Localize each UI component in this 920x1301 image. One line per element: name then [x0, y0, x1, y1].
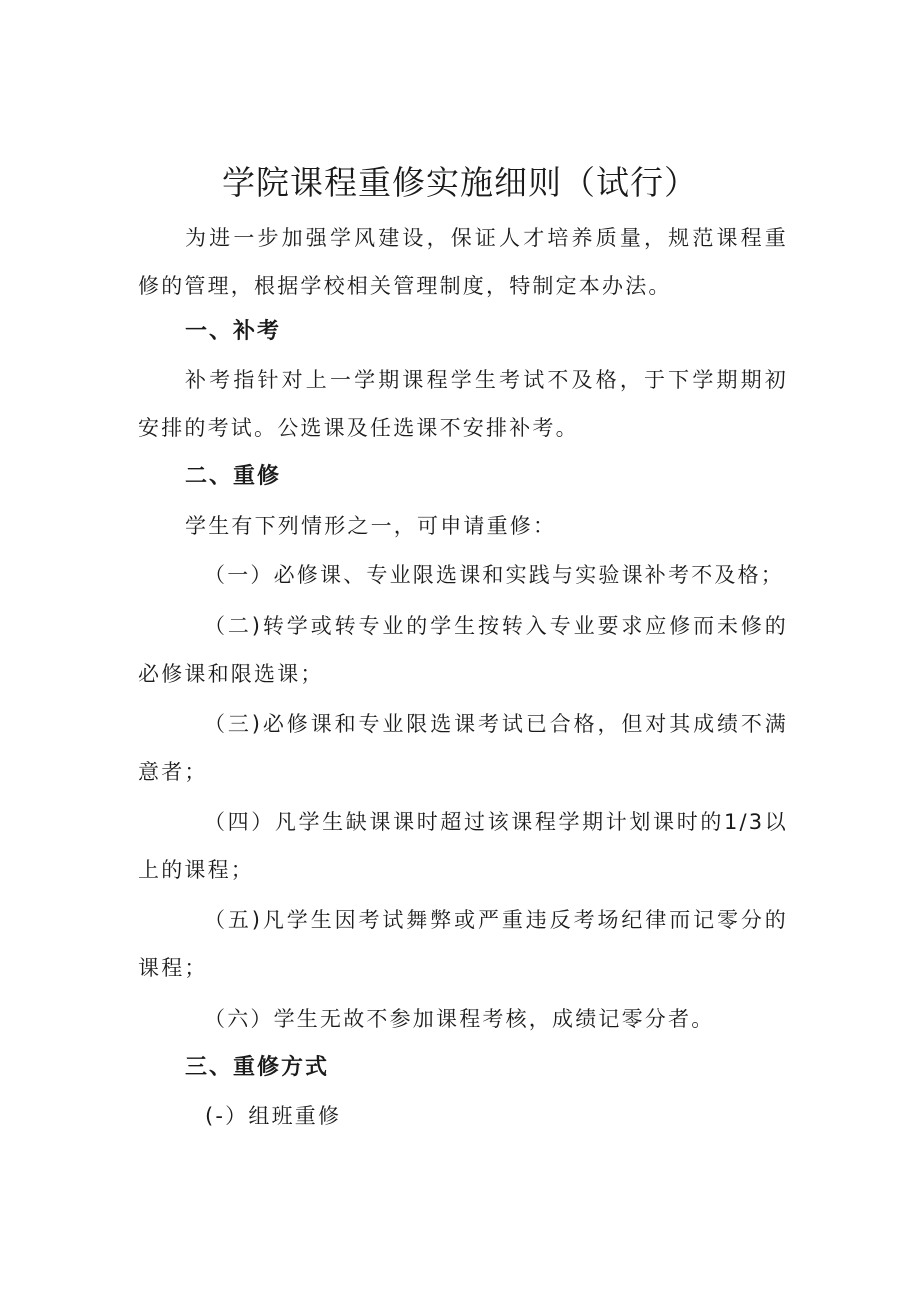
section-heading-retake: 二、重修 [185, 464, 282, 489]
subsection-class-retake: (-）组班重修 [205, 1104, 342, 1128]
retake-condition-item: （一）必修课、专业限选课和实践与实验课补考不及格； [204, 563, 784, 587]
document-title: 学院课程重修实施细则（试行） [222, 163, 698, 203]
retake-lead-paragraph: 学生有下列情形之一，可申请重修： [185, 514, 557, 538]
section-heading-retake-methods: 三、重修方式 [185, 1055, 330, 1080]
makeup-exam-paragraph: 补考指针对上一学期课程学生考试不及格，于下学期期初安排的考试。公选课及任选课不安排补考。 [138, 368, 788, 440]
retake-condition-item: （二)转学或转专业的学生按转入专业要求应修而未修的必修课和限选课； [138, 614, 788, 686]
retake-condition-item: （三)必修课和专业限选课考试已合格，但对其成绩不满意者； [138, 712, 788, 784]
intro-paragraph: 为进一步加强学风建设，保证人才培养质量，规范课程重修的管理，根据学校相关管理制度，特制定本办法。 [138, 226, 788, 298]
retake-condition-item: （四）凡学生缺课课时超过该课程学期计划课时的1/3以上的课程； [138, 810, 788, 882]
retake-condition-item: （六）学生无故不参加课程考核，成绩记零分者。 [204, 1007, 715, 1031]
section-heading-makeup-exam: 一、补考 [185, 319, 282, 344]
retake-condition-item: （五)凡学生因考试舞弊或严重违反考场纪律而记零分的课程； [138, 908, 788, 980]
